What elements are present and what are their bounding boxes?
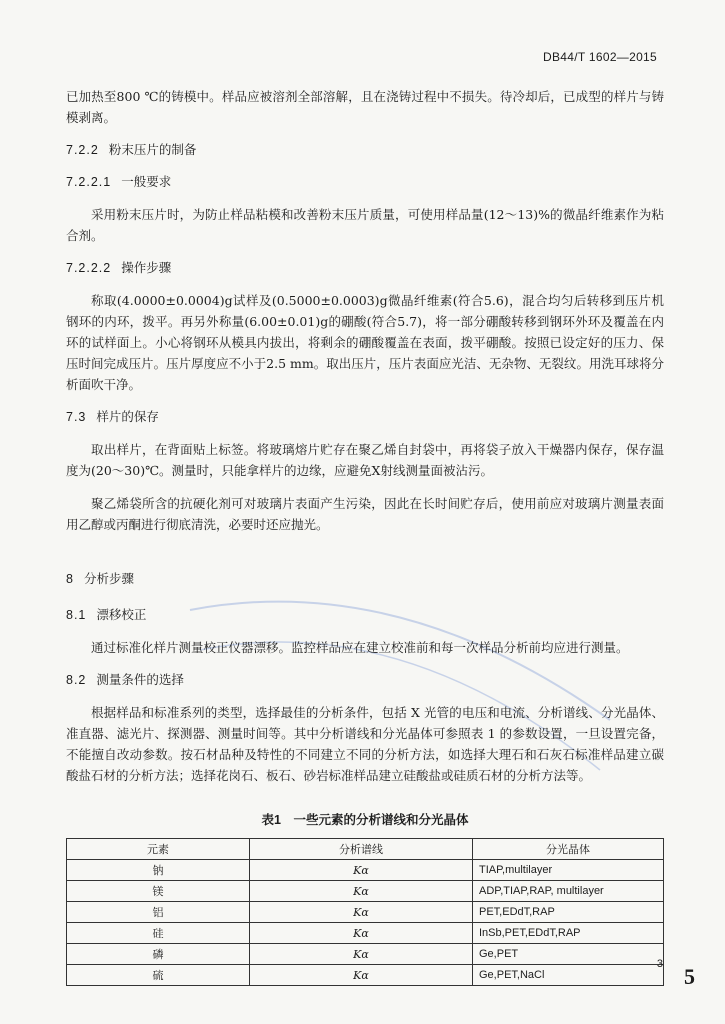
table-row [67,965,664,986]
table-cell: 钠 [67,860,250,881]
section-heading [66,569,664,589]
table-header-cell: 元素 [67,839,250,860]
table-cell: 磷 [67,944,250,965]
element-line-crystal-table [66,838,664,986]
standard-code: DB44/T 1602—2015 [543,50,657,64]
section-heading [66,172,664,192]
paragraph: 称取(4.0000±0.0004)g试样及(0.5000±0.0003)g微晶纤维素(符合5.6)，混合均匀后转移到压片机钢环的内环，拨平。再另外称量(6.00±0.01)g的硼酸(符合5.7)，将一部分硼酸转移到钢环外环及覆盖在内环的试样面上。小心将钢环从模具内拔出，将剩余的硼酸覆盖在表面，拨平硼酸。按照已设定好的压力、保压时间完成压片。压片厚度应不小于2.5 mm。取出压片，压片表面应光洁、无杂物、无裂纹。用洗耳球将分析面吹干净。 [66,293,664,392]
section-heading [66,670,664,690]
table-cell: Kα [250,902,473,923]
section-number: 8.1 [66,608,87,622]
section-number: 8.2 [66,673,87,687]
document-body [66,86,664,986]
table-cell: 硅 [67,923,250,944]
table-row [67,944,664,965]
paragraph: 聚乙烯袋所含的抗硬化剂可对玻璃片表面产生污染，因此在长时间贮存后，使用前应对玻璃片测量表面用乙醇或丙酮进行彻底清洗，必要时还应抛光。 [66,496,664,532]
sheet-number: 5 [684,964,695,989]
table-row [67,902,664,923]
table-cell: Kα [250,923,473,944]
table-row [67,923,664,944]
table-cell: Kα [250,965,473,986]
table-cell: TIAP,multilayer [473,860,664,881]
paragraph: 采用粉末压片时，为防止样品粘模和改善粉末压片质量，可使用样品量(12～13)%的微晶纤维素作为粘合剂。 [66,207,664,243]
section-title: 一般要求 [121,175,172,189]
section-number: 7.3 [66,410,87,424]
section-heading [66,140,664,160]
paragraph: 根据样品和标准系列的类型，选择最佳的分析条件，包括 X 光管的电压和电流、分析谱线、分光晶体、准直器、滤光片、探测器、测量时间等。其中分析谱线和分光晶体可参照表 1 的参数设置，一旦设置完备，不能擅自改动参数。按石材品种及特性的不同建立不同的分析方法，如选择大理石和石灰石标准样品建立碳酸盐石材的分析方法；选择花岗石、板石、砂岩标准样品建立硅酸盐或硅质石材的分析方法等。 [66,705,664,783]
section-heading [66,407,664,427]
section-heading [66,605,664,625]
table-cell: Ge,PET,NaCl [473,965,664,986]
table-cell: Ge,PET [473,944,664,965]
table-cell: InSb,PET,EDdT,RAP [473,923,664,944]
table-cell: 铝 [67,902,250,923]
section-title: 操作步骤 [121,261,172,275]
table-row [67,881,664,902]
table-cell: ADP,TIAP,RAP, multilayer [473,881,664,902]
page-number: 3 [656,958,663,970]
table-header-row [67,839,664,860]
section-number: 7.2.2 [66,143,99,157]
table-cell: Kα [250,860,473,881]
paragraph: 已加热至800 ℃的铸模中。样品应被溶剂全部溶解，且在浇铸过程中不损失。待冷却后，已成型的样片与铸模剥离。 [66,89,664,125]
table-row [67,860,664,881]
section-number: 7.2.2.1 [66,175,112,189]
table-header-cell: 分析谱线 [250,839,473,860]
section-heading [66,258,664,278]
table-header-cell: 分光晶体 [473,839,664,860]
section-title: 分析步骤 [83,572,134,586]
section-number: 8 [66,572,74,586]
table-cell: 硫 [67,965,250,986]
table-cell: Kα [250,944,473,965]
section-number: 7.2.2.2 [66,261,112,275]
paragraph: 通过标准化样片测量校正仪器漂移。监控样品应在建立校准前和每一次样品分析前均应进行测量。 [91,640,629,655]
section-title: 漂移校正 [96,608,147,622]
section-title: 测量条件的选择 [96,673,184,687]
table-caption: 表1 一些元素的分析谱线和分光晶体 [261,813,469,827]
paragraph: 取出样片，在背面贴上标签。将玻璃熔片贮存在聚乙烯自封袋中，再将袋子放入干燥器内保存，保存温度为(20～30)℃。测量时，只能拿样片的边缘，应避免X射线测量面被沾污。 [66,442,664,478]
section-title: 样片的保存 [96,410,159,424]
section-title: 粉末压片的制备 [108,143,197,157]
table-cell: Kα [250,881,473,902]
table-cell: 镁 [67,881,250,902]
table-cell: PET,EDdT,RAP [473,902,664,923]
